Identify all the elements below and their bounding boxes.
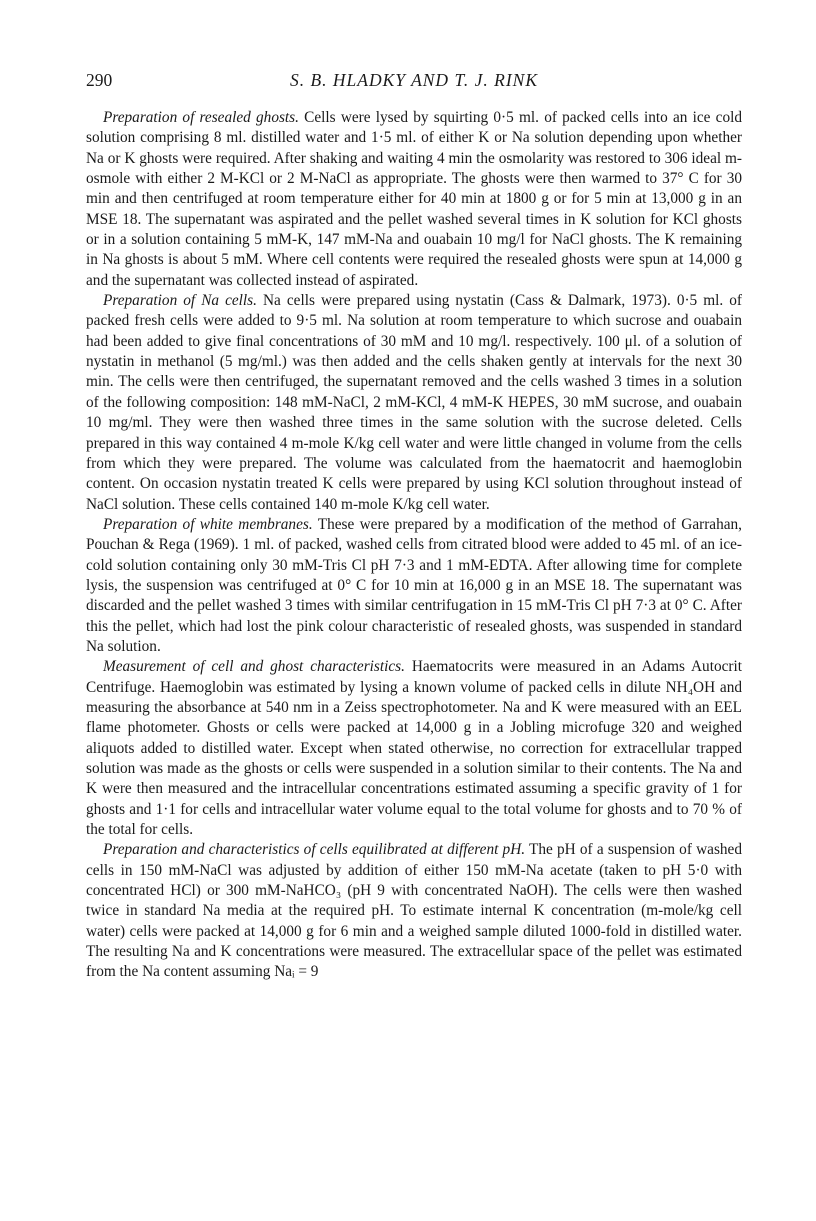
paragraph-different-ph xyxy=(86,840,742,982)
paragraph-na-cells xyxy=(86,291,742,515)
paragraph-heading: Preparation and characteristics of cells equilibrated at different pH. xyxy=(103,841,526,859)
paragraph-text: Haematocrits were measured in an Adams Autocrit Centrifuge. Haemoglobin was estimated by lysing a known volume of packed cells in dilute NH₄OH and measuring the absorbance at 540 nm in a Zeiss spectrophotometer. Na and K were measured with an EEL flame photometer. Ghosts or cells were packed at 14,000 g in a Jobling microfuge 320 and weighed aliquots added to distilled water. Except when stated otherwise, no correction for extracellular trapped solution was made as the ghosts or cells were suspended in a solution similar to their contents. The Na and K were then measured and the intracellular concentrations estimated assuming a specific gravity of 1 for ghosts and 1·1 for cells and intracellular water volume equal to the total volume for ghosts and to 70 % of the total for cells. xyxy=(86,658,742,839)
paragraph-resealed-ghosts xyxy=(86,108,742,291)
paragraph-heading: Preparation of Na cells. xyxy=(103,292,257,310)
paragraph-text: The pH of a suspension of washed cells in 150 mM-NaCl was adjusted by addition of either 150 mM-Na acetate (taken to pH 5·0 with concentrated HCl) or 300 mM-NaHCO₃ (pH 9 with concentrated NaOH). The cells were then washed twice in standard Na media at the required pH. To estimate internal K concentration (m-mole/kg cell water) cells were packed at 14,000 g for 6 min and a weighed sample diluted 1000-fold in distilled water. The resulting Na and K concentrations were measured. The extracellular space of the pellet was estimated from the Na content assuming Naᵢ = 9 xyxy=(86,841,742,981)
page-number: 290 xyxy=(86,70,113,90)
paragraph-cell-ghost-characteristics xyxy=(86,657,742,840)
paragraph-heading: Measurement of cell and ghost characteristics. xyxy=(103,658,405,676)
running-title: S. B. HLADKY AND T. J. RINK xyxy=(289,70,539,90)
paragraph-heading: Preparation of white membranes. xyxy=(103,515,313,533)
paragraph-heading: Preparation of resealed ghosts. xyxy=(103,109,299,126)
paragraph-white-membranes xyxy=(86,515,742,657)
paragraph-text: Cells were lysed by squirting 0·5 ml. of packed cells into an ice cold solution comprising 8 ml. distilled water and 1·5 ml. of either K or Na solution depending upon whether Na or K ghosts were required. After shaking and waiting 4 min the osmolarity was restored to 306 ideal m-osmole with either 2 M-KCl or 2 M-NaCl as appropriate. The ghosts were then warmed to 37° C for 30 min and then centrifuged at room temperature either for 40 min at 1800 g or for 5 min at 13,000 g in an MSE 18. The supernatant was aspirated and the pellet washed several times in K solution for KCl ghosts or in a solution containing 5 mM-K, 147 mM-Na and ouabain 10 mg/l for NaCl ghosts. The K remaining in Na ghosts is about 5 mM. Where cell contents were required the resealed ghosts were spun at 14,000 g and the supernatant was collected instead of aspirated. xyxy=(86,109,742,289)
page xyxy=(86,70,742,983)
paragraph-text: Na cells were prepared using nystatin (Cass & Dalmark, 1973). 0·5 ml. of packed fresh cells were added to 9·5 ml. Na solution at room temperature to which sucrose and ouabain had been added to give final concentrations of 30 mM and 10 mg/l. respectively. 100 μl. of a solution of nystatin in methanol (5 mg/ml.) was then added and the cells shaken gently at intervals for the next 30 min. The cells were then centrifuged, the supernatant removed and the cells washed 3 times in a solution of the following composition: 148 mM-NaCl, 2 mM-KCl, 4 mM-K HEPES, 30 mM sucrose, and ouabain 10 mg/ml. They were then washed three times in the same solution with the sucrose deleted. Cells prepared in this way contained 4 m-mole K/kg cell water and were little changed in volume from the cells from which they were prepared. The volume was calculated from the haematocrit and haemoglobin content. On occasion nystatin treated K cells were prepared by using KCl solution throughout instead of NaCl solution. These cells contained 140 m-mole K/kg cell water. xyxy=(86,292,742,513)
paragraph-text: These were prepared by a modification of the method of Garrahan, Pouchan & Rega (1969). 1 ml. of packed, washed cells from citrated blood were added to 45 ml. of an ice-cold solution containing only 30 mM-Tris Cl pH 7·3 and 1 mM-EDTA. After allowing time for complete lysis, the suspension was centrifuged at 0° C for 10 min at 16,000 g in an MSE 18. The supernatant was discarded and the pellet washed 3 times with similar centrifugation in 15 mM-Tris Cl pH 7·3 at 0° C. After this the pellet, which had lost the pink colour characteristic of resealed ghosts, was suspended in standard Na solution. xyxy=(86,515,742,655)
page-header xyxy=(86,70,742,96)
